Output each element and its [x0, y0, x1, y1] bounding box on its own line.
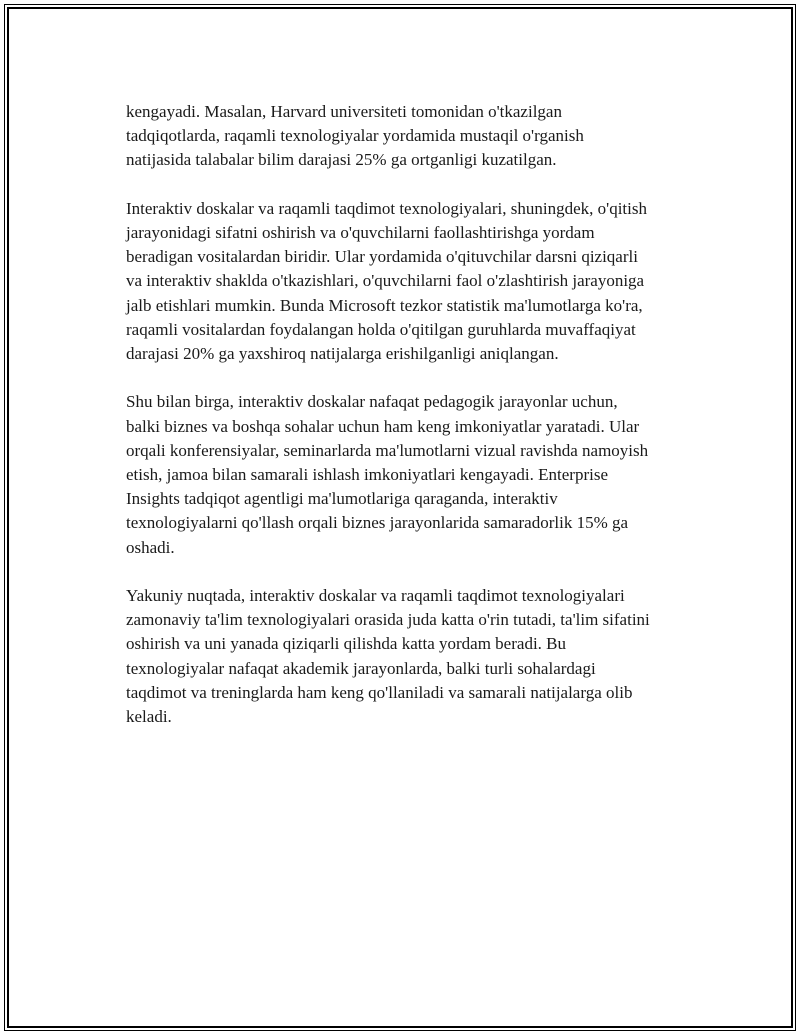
text-line: Yakuniy nuqtada, interaktiv doskalar va raqamli taqdimot texnologiyalari [126, 586, 625, 606]
text-line: texnologiyalar nafaqat akademik jarayonlarda, balki turli sohalardagi [126, 658, 596, 678]
text-line: oshadi. [126, 537, 175, 557]
paragraph-3 [126, 390, 706, 559]
text-line: va interaktiv shaklda o'tkazishlari, o'quvchilarni faol o'zlashtirish jarayoniga [126, 271, 645, 291]
text-line: Insights tadqiqot agentligi ma'lumotlariga qaraganda, interaktiv [126, 489, 558, 509]
text-line: oshirish va uni yanada qiziqarli qilishda katta yordam beradi. Bu [126, 634, 566, 654]
text-line: taqdimot va treninglarda ham keng qo'llaniladi va samarali natijalarga olib [126, 682, 633, 702]
text-line: etish, jamoa bilan samarali ishlash imkoniyatlari kengayadi. Enterprise [126, 465, 609, 485]
page-frame [7, 7, 793, 1028]
text-line: tadqiqotlarda, raqamli texnologiyalar yordamida mustaqil o'rganish [126, 126, 584, 146]
text-line: jalb etishlari mumkin. Bunda Microsoft tezkor statistik ma'lumotlarga ko'ra, [126, 295, 643, 315]
text-line: balki biznes va boshqa sohalar uchun ham keng imkoniyatlar yaratadi. Ular [126, 416, 640, 436]
paragraph-1 [126, 100, 706, 173]
text-line: kengayadi. Masalan, Harvard universiteti tomonidan o'tkazilgan [126, 102, 562, 121]
text-line: darajasi 20% ga yaxshiroq natijalarga erishilganligi aniqlangan. [126, 344, 559, 364]
text-line: texnologiyalarni qo'llash orqali biznes jarayonlarida samaradorlik 15% ga [126, 513, 629, 533]
text-line: orqali konferensiyalar, seminarlarda ma'lumotlarni vizual ravishda namoyish [126, 440, 649, 460]
text-line: Interaktiv doskalar va raqamli taqdimot texnologiyalari, shuningdek, o'qitish [126, 198, 647, 218]
text-line: natijasida talabalar bilim darajasi 25% ga ortganligi kuzatilgan. [126, 150, 557, 170]
paragraph-4 [126, 584, 706, 729]
text-line: jarayonidagi sifatni oshirish va o'quvchilarni faollashtirishga yordam [126, 223, 595, 242]
paragraph-2 [126, 197, 706, 366]
text-line: raqamli vositalardan foydalangan holda o'qitilgan guruhlarda muvaffaqiyat [126, 319, 636, 339]
text-line: zamonaviy ta'lim texnologiyalari orasida juda katta o'rin tutadi, ta'lim sifatini [126, 610, 650, 630]
text-line: keladi. [126, 707, 172, 727]
document-body [126, 100, 706, 753]
text-line: Shu bilan birga, interaktiv doskalar nafaqat pedagogik jarayonlar uchun, [126, 392, 618, 412]
text-line: beradigan vositalardan biridir. Ular yordamida o'qituvchilar darsni qiziqarli [126, 247, 638, 267]
